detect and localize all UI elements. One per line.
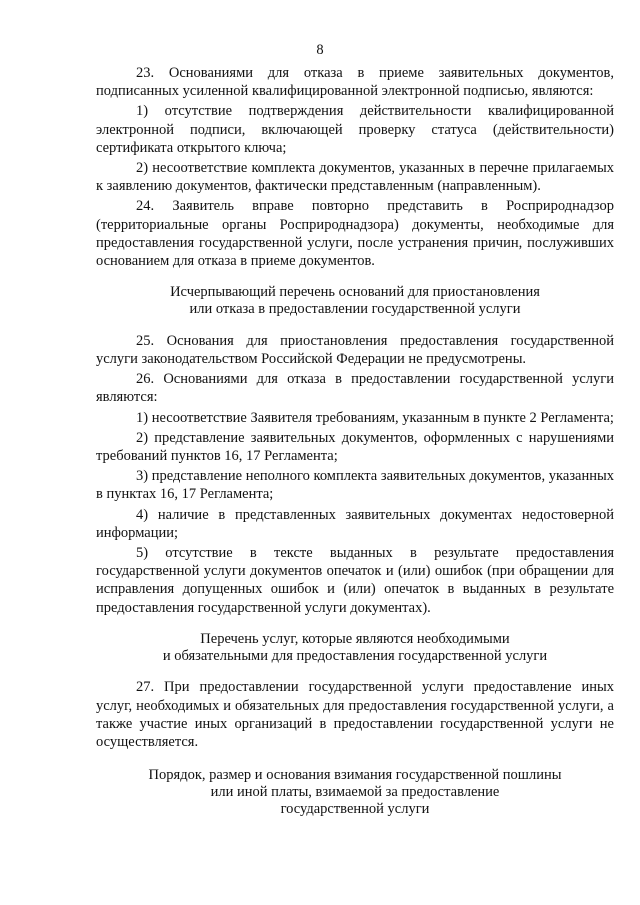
- paragraph-26-item-1: 1) несоответствие Заявителя требованиям, указанным в пункте 2 Регламента;: [136, 409, 614, 426]
- paragraph-23-item-2: 2) несоответствие комплекта документов, указанных в перечне прилагаемых к заявлению документов, фактически представленным (направленным).: [96, 160, 614, 195]
- heading-line: или отказа в предоставлении государственной услуги: [189, 301, 521, 318]
- section-heading-suspension-refusal: [96, 284, 614, 318]
- heading-line: или иной платы, взимаемой за предоставление: [210, 784, 500, 801]
- paragraph-25: 25. Основания для приостановления предоставления государственной услуги законодательством Российской Федерации не предусмотрены.: [96, 332, 614, 368]
- paragraph-26: 26. Основаниями для отказа в предоставлении государственной услуги являются:: [96, 371, 614, 406]
- section-heading-required-services: [96, 631, 614, 665]
- paragraph-23-item-1: 1) отсутствие подтверждения действительности квалифицированной электронной подписи, включающей проверку статуса (действительности) сертификата открытого ключа;: [96, 103, 614, 156]
- document-body: [96, 64, 614, 832]
- page-number: 8: [316, 42, 324, 58]
- heading-line: Исчерпывающий перечень оснований для приостановления: [170, 284, 540, 301]
- paragraph-27: 27. При предоставлении государственной услуги предоставление иных услуг, необходимых и обязательных для предоставления государственной услуги, а также участие иных организаций в предоставлении государственной услуги не осуществляется.: [96, 679, 614, 751]
- heading-line: Перечень услуг, которые являются необходимыми: [200, 630, 510, 647]
- paragraph-26-item-4: 4) наличие в представленных заявительных документах недостоверной информации;: [96, 506, 614, 541]
- paragraph-24: 24. Заявитель вправе повторно представить в Росприроднадзор (территориальные органы Росприроднадзора) документы, необходимые для предоставления государственной услуги, после устранения причин, послуживших основанием для отказа в приеме документов.: [96, 198, 614, 270]
- heading-line: и обязательными для предоставления государственной услуги: [162, 647, 548, 664]
- paragraph-26-item-5: 5) отсутствие в тексте выданных в результате предоставления государственной услуги документов опечаток и (или) ошибок (при обращении для исправления допущенных ошибок и (или) опечаток в выданных в результате предоставления государственной услуги документах).: [96, 545, 614, 616]
- heading-line: Порядок, размер и основания взимания государственной пошлины: [148, 767, 562, 784]
- paragraph-23: 23. Основаниями для отказа в приеме заявительных документов, подписанных усиленной квалифицированной электронной подписью, являются:: [96, 65, 614, 100]
- section-heading-state-fee: [96, 767, 614, 817]
- heading-line: государственной услуги: [280, 800, 430, 817]
- paragraph-26-item-3: 3) представление неполного комплекта заявительных документов, указанных в пунктах 16, 17 Регламента;: [96, 468, 614, 503]
- paragraph-26-item-2: 2) представление заявительных документов, оформленных с нарушениями требований пунктов 16, 17 Регламента;: [96, 429, 614, 465]
